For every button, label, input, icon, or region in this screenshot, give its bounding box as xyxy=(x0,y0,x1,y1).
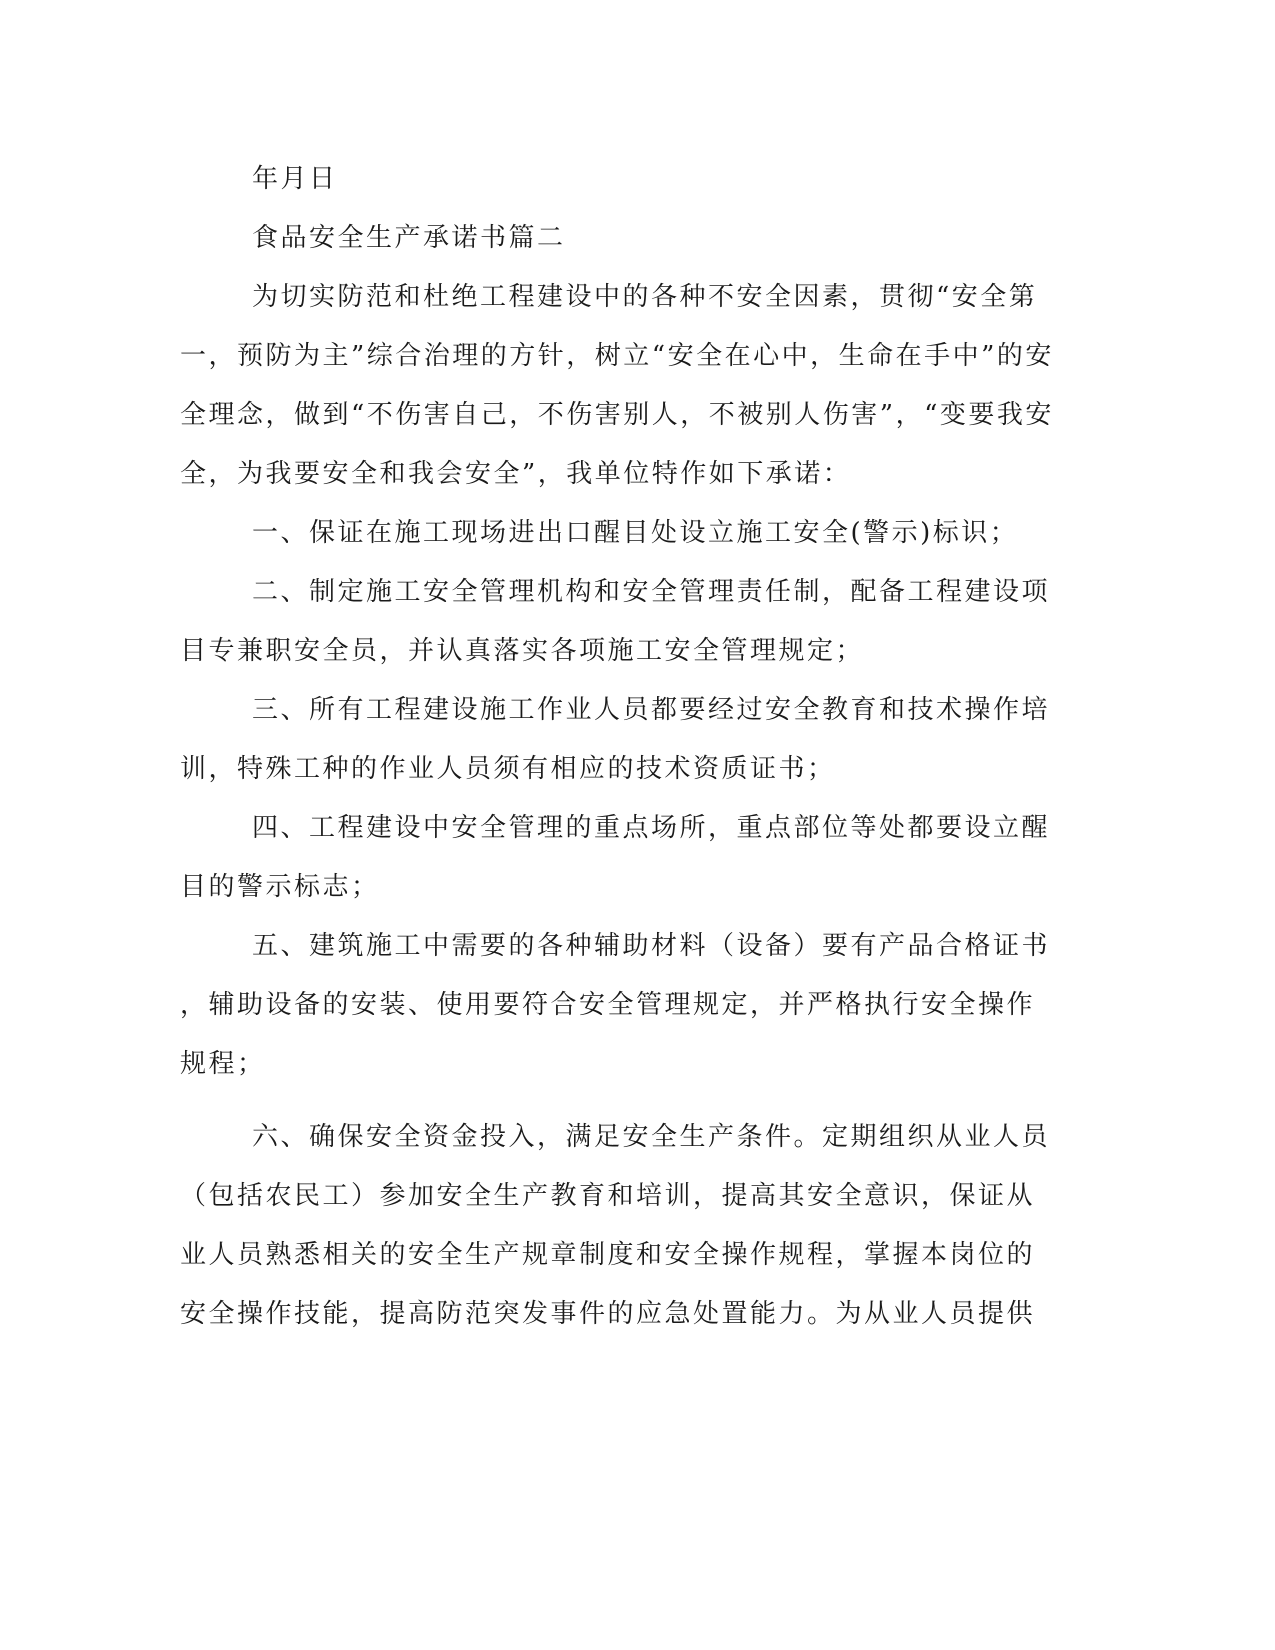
commitment-item-5 xyxy=(180,917,1051,1094)
paragraph-line: 安全操作技能，提高防范突发事件的应急处置能力。为从业人员提供 xyxy=(180,1299,1036,1329)
commitment-item-4 xyxy=(180,799,1051,917)
paragraph-line: 二、制定施工安全管理机构和安全管理责任制，配备工程建设项 xyxy=(252,577,1051,607)
intro-paragraph xyxy=(180,268,1054,504)
paragraph-line: 六、确保安全资金投入，满足安全生产条件。定期组织从业人员 xyxy=(252,1122,1051,1152)
paragraph-line: 为切实防范和杜绝工程建设中的各种不安全因素，贯彻“安全第 xyxy=(252,282,1038,312)
paragraph-line: 五、建筑施工中需要的各种辅助材料（设备）要有产品合格证书 xyxy=(252,931,1051,961)
section-title: 食品安全生产承诺书篇二 xyxy=(252,223,566,253)
paragraph-line: 全，为我要安全和我会安全”，我单位特作如下承诺： xyxy=(180,459,852,489)
paragraph-line: ，辅助设备的安装、使用要符合安全管理规定，并严格执行安全操作 xyxy=(180,990,1036,1020)
paragraph-line: 一，预防为主”综合治理的方针，树立“安全在心中，生命在手中”的安 xyxy=(180,341,1054,371)
paragraph-line: （包括农民工）参加安全生产教育和培训，提高其安全意识，保证从 xyxy=(180,1181,1036,1211)
paragraph-line: 目专兼职安全员，并认真落实各项施工安全管理规定； xyxy=(180,636,865,666)
commitment-item-1 xyxy=(180,504,1028,563)
paragraph-line: 一、保证在施工现场进出口醒目处设立施工安全(警示)标识； xyxy=(252,518,1019,548)
commitment-item-3 xyxy=(180,681,1051,799)
paragraph-line: 三、所有工程建设施工作业人员都要经过安全教育和技术操作培 xyxy=(252,695,1051,725)
document-body xyxy=(180,150,1054,1344)
paragraph-spacer xyxy=(180,1094,1028,1108)
commitment-item-6 xyxy=(180,1108,1051,1344)
paragraph-line: 训，特殊工种的作业人员须有相应的技术资质证书； xyxy=(180,754,836,784)
paragraph-line: 全理念，做到“不伤害自己，不伤害别人，不被别人伤害”，“变要我安 xyxy=(180,400,1054,430)
paragraph-line: 四、工程建设中安全管理的重点场所，重点部位等处都要设立醒 xyxy=(252,813,1051,843)
paragraph-line: 目的警示标志； xyxy=(180,872,380,902)
paragraph-line: 规程； xyxy=(180,1049,266,1079)
date-line: 年月日 xyxy=(252,164,338,194)
paragraph-line: 业人员熟悉相关的安全生产规章制度和安全操作规程，掌握本岗位的 xyxy=(180,1240,1036,1270)
commitment-item-2 xyxy=(180,563,1051,681)
